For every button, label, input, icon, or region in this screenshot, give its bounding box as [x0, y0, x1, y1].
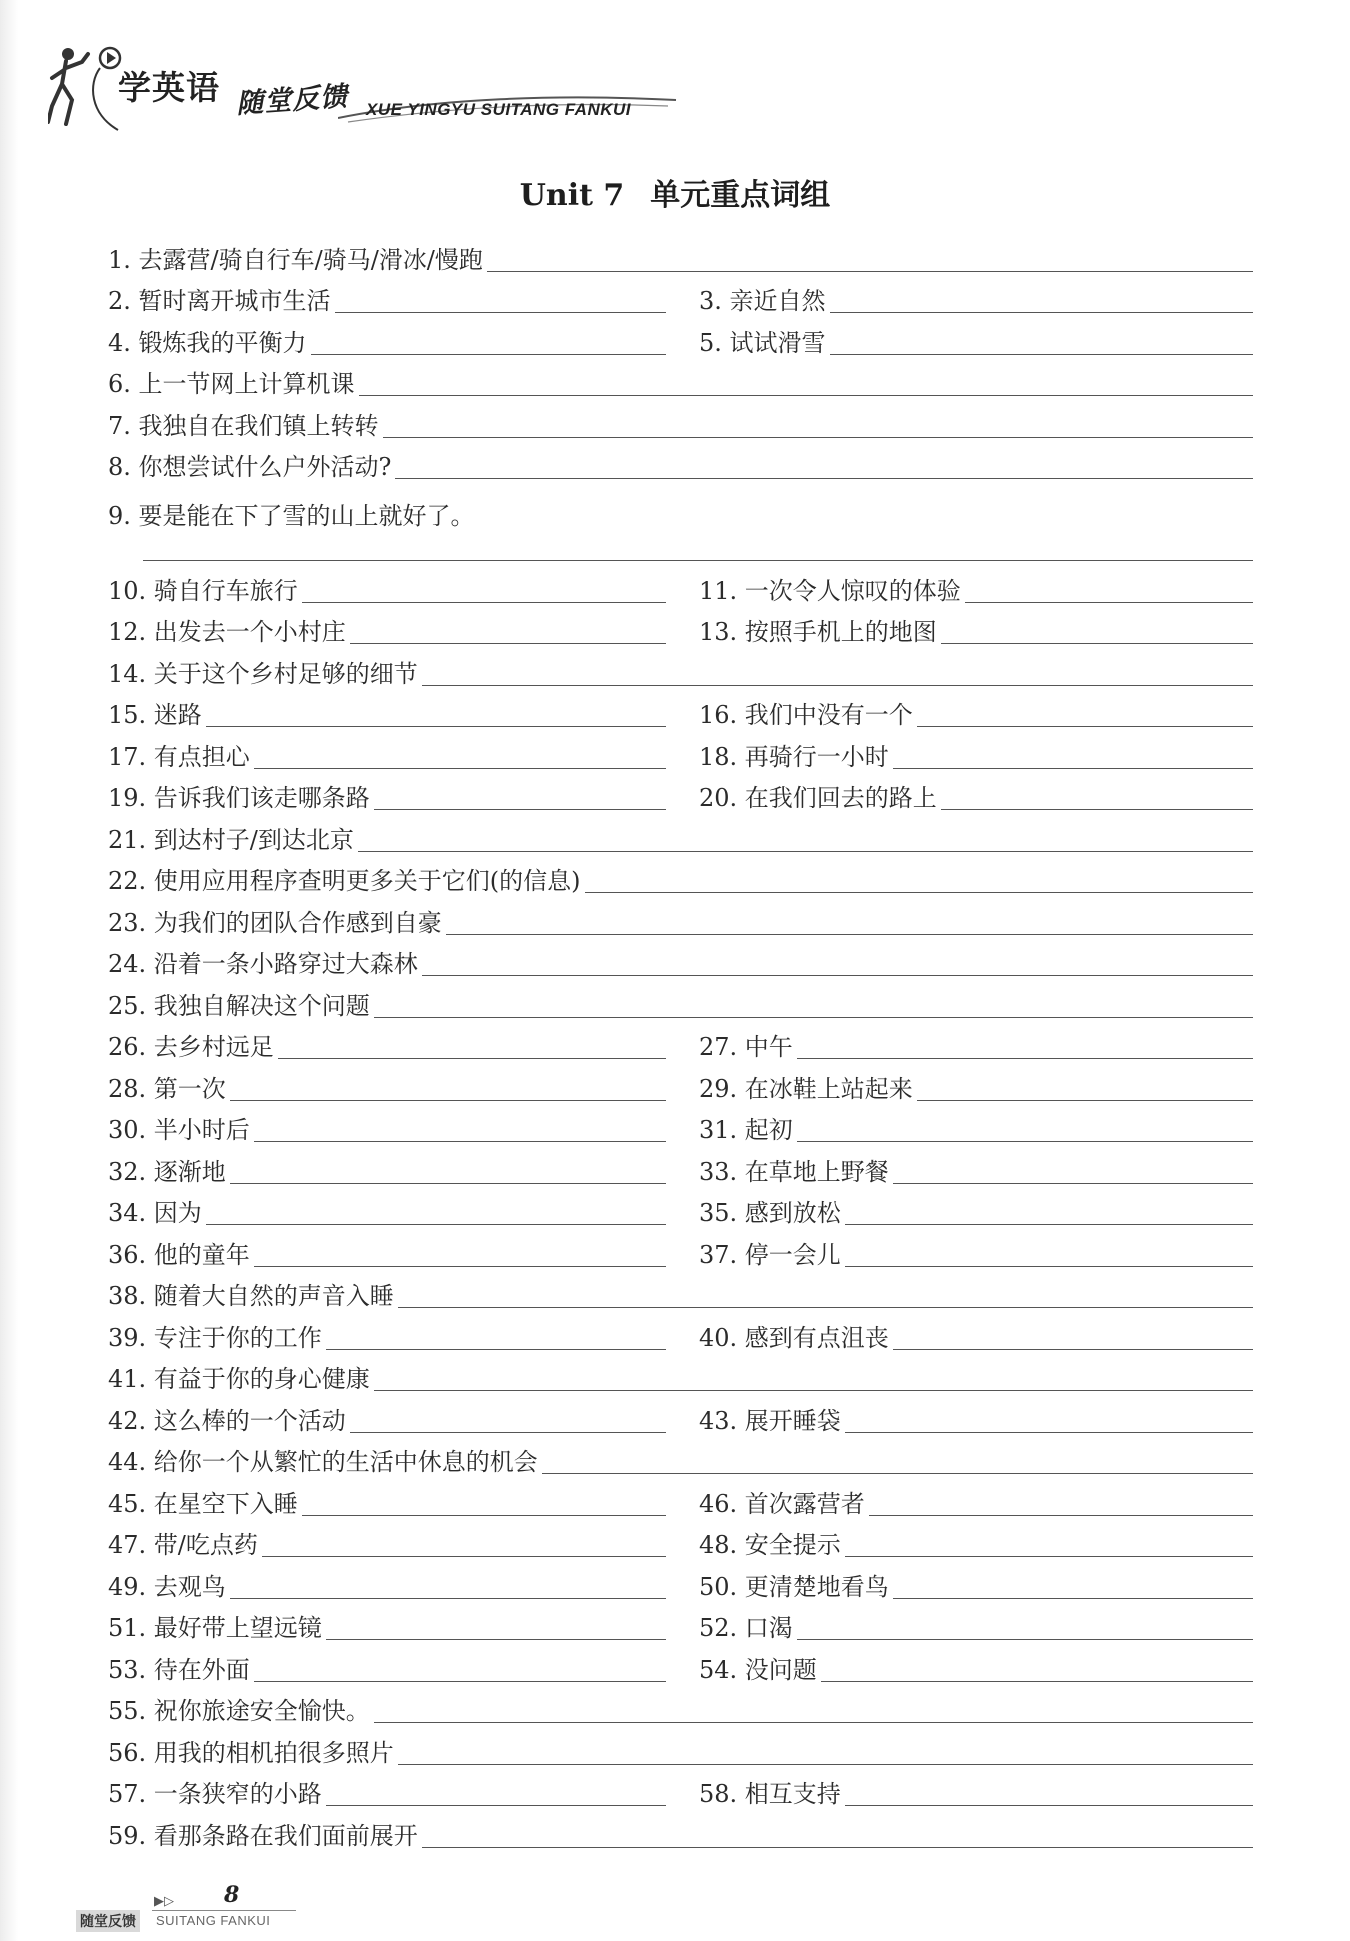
phrase-label: 30. 半小时后 — [108, 1116, 250, 1144]
phrase-item — [699, 328, 1253, 361]
phrase-row — [108, 1190, 1253, 1232]
phrase-item — [108, 1406, 666, 1439]
phrase-item — [108, 369, 1253, 402]
phrase-item — [108, 1157, 666, 1190]
brand-subtitle: 随堂反馈 — [235, 81, 350, 120]
answer-blank[interactable] — [797, 1638, 1253, 1640]
phrase-row — [108, 650, 1253, 692]
phrase-label: 42. 这么棒的一个活动 — [108, 1406, 346, 1435]
answer-blank[interactable] — [254, 767, 666, 769]
phrase-label: 27. 中午 — [699, 1033, 793, 1061]
phrase-item — [108, 1281, 1253, 1314]
phrase-item — [699, 1779, 1253, 1812]
phrase-item — [108, 742, 666, 775]
answer-blank[interactable] — [585, 891, 1253, 893]
answer-blank[interactable] — [374, 808, 666, 810]
phrase-row — [108, 816, 1253, 858]
phrase-label: 19. 告诉我们该走哪条路 — [108, 784, 370, 812]
runner-with-play-icon — [48, 44, 128, 136]
phrase-label: 50. 更清楚地看鸟 — [699, 1572, 889, 1601]
answer-blank[interactable] — [893, 1597, 1253, 1599]
phrase-item — [108, 1821, 1253, 1854]
phrase-label: 53. 待在外面 — [108, 1655, 250, 1684]
phrase-item — [108, 328, 666, 361]
answer-blank[interactable] — [302, 1514, 666, 1516]
phrase-item — [108, 825, 1253, 858]
phrase-item — [699, 1572, 1253, 1605]
phrase-row — [108, 1356, 1253, 1398]
brand-pinyin: XUE YINGYU SUITANG FANKUI — [366, 100, 632, 119]
phrase-item — [108, 617, 666, 650]
header — [48, 40, 668, 140]
phrase-label: 49. 去观鸟 — [108, 1572, 226, 1601]
phrase-item — [108, 949, 1253, 982]
phrase-label: 20. 在我们回去的路上 — [699, 784, 937, 812]
phrase-row — [108, 1646, 1253, 1688]
answer-blank[interactable] — [383, 436, 1253, 438]
phrase-label: 4. 锻炼我的平衡力 — [108, 328, 307, 357]
phrase-label: 31. 起初 — [699, 1116, 793, 1144]
phrase-row — [108, 278, 1253, 320]
phrase-item — [108, 1447, 1253, 1480]
phrase-item — [699, 1655, 1253, 1688]
phrase-label: 46. 首次露营者 — [699, 1489, 865, 1518]
phrase-row — [108, 1314, 1253, 1356]
phrase-row — [108, 609, 1253, 651]
phrase-label: 35. 感到放松 — [699, 1199, 841, 1227]
phrase-label: 12. 出发去一个小村庄 — [108, 618, 346, 646]
phrase-row — [108, 858, 1253, 900]
phrase-row — [108, 402, 1253, 444]
unit-label: Unit 7 — [519, 178, 625, 213]
phrase-label: 34. 因为 — [108, 1199, 202, 1227]
answer-blank[interactable] — [395, 477, 1253, 479]
answer-blank[interactable] — [845, 1223, 1253, 1225]
answer-blank[interactable] — [845, 1804, 1253, 1806]
phrase-label: 6. 上一节网上计算机课 — [108, 370, 355, 398]
phrase-label: 52. 口渴 — [699, 1614, 793, 1642]
answer-blank[interactable] — [965, 601, 1253, 603]
page-title — [0, 170, 1350, 214]
answer-blank[interactable] — [869, 1514, 1253, 1516]
phrase-label: 32. 逐渐地 — [108, 1157, 226, 1186]
answer-blank[interactable] — [254, 1680, 666, 1682]
phrase-row — [108, 361, 1253, 403]
phrase-row — [108, 1107, 1253, 1149]
phrase-item — [108, 1323, 666, 1356]
phrase-label: 54. 没问题 — [699, 1655, 817, 1684]
phrase-row — [108, 941, 1253, 983]
phrase-label: 43. 展开睡袋 — [699, 1406, 841, 1435]
phrase-item — [108, 1572, 666, 1605]
answer-blank[interactable] — [206, 1223, 666, 1225]
answer-blank[interactable] — [359, 394, 1253, 396]
phrase-label: 16. 我们中没有一个 — [699, 701, 913, 729]
answer-blank[interactable] — [845, 1265, 1253, 1267]
phrase-label: 28. 第一次 — [108, 1074, 226, 1103]
phrase-item — [699, 1323, 1253, 1356]
phrase-item — [699, 783, 1253, 816]
phrase-label: 14. 关于这个乡村足够的细节 — [108, 659, 418, 688]
double-triangle-icon: ▶▷ — [154, 1894, 174, 1909]
phrase-item — [108, 1738, 1253, 1771]
phrase-label: 22. 使用应用程序查明更多关于它们(的信息) — [108, 867, 581, 895]
answer-blank[interactable] — [326, 1348, 666, 1350]
phrase-row — [108, 1148, 1253, 1190]
answer-blank[interactable] — [422, 1846, 1253, 1848]
phrase-row — [108, 1397, 1253, 1439]
phrase-row — [108, 1273, 1253, 1315]
phrase-label: 24. 沿着一条小路穿过大森林 — [108, 950, 418, 978]
phrase-row — [108, 733, 1253, 775]
phrase-item — [699, 1489, 1253, 1522]
answer-blank[interactable] — [422, 684, 1253, 686]
phrase-row — [108, 775, 1253, 817]
phrase-label: 48. 安全提示 — [699, 1531, 841, 1559]
phrase-label: 17. 有点担心 — [108, 742, 250, 771]
phrase-label: 51. 最好带上望远镜 — [108, 1614, 322, 1642]
phrase-row — [108, 1729, 1253, 1771]
phrase-item — [108, 1696, 1253, 1729]
phrase-item — [108, 908, 1253, 941]
page-number: 8 — [224, 1882, 240, 1908]
phrase-label: 1. 去露营/骑自行车/骑马/滑冰/慢跑 — [108, 245, 483, 274]
phrase-item — [699, 576, 1253, 609]
answer-blank[interactable] — [893, 1348, 1253, 1350]
phrase-item — [699, 742, 1253, 775]
phrase-label: 39. 专注于你的工作 — [108, 1323, 322, 1352]
phrase-item — [108, 991, 1253, 1024]
phrase-row — [108, 1688, 1253, 1730]
phrase-label: 55. 祝你旅途安全愉快。 — [108, 1697, 370, 1725]
phrase-item — [108, 1530, 666, 1563]
answer-blank[interactable] — [398, 1306, 1253, 1308]
phrase-item — [108, 501, 1253, 567]
answer-blank[interactable] — [302, 601, 666, 603]
answer-blank[interactable] — [358, 850, 1253, 852]
answer-blank[interactable] — [350, 1431, 666, 1433]
phrase-label: 3. 亲近自然 — [699, 287, 826, 315]
answer-blank[interactable] — [206, 725, 666, 727]
phrase-item — [108, 1032, 666, 1065]
phrase-label: 11. 一次令人惊叹的体验 — [699, 576, 961, 605]
phrase-label: 7. 我独自在我们镇上转转 — [108, 411, 379, 440]
answer-blank[interactable] — [941, 808, 1253, 810]
phrase-item — [699, 617, 1253, 650]
answer-blank[interactable] — [542, 1472, 1253, 1474]
phrase-item — [699, 1115, 1253, 1148]
phrase-label: 5. 试试滑雪 — [699, 328, 826, 357]
answer-blank[interactable] — [398, 1763, 1253, 1765]
phrase-row — [108, 444, 1253, 486]
footer-badge: 随堂反馈 — [76, 1910, 140, 1932]
answer-blank[interactable] — [422, 974, 1253, 976]
answer-blank[interactable] — [487, 270, 1253, 272]
phrase-row — [108, 899, 1253, 941]
answer-blank[interactable] — [830, 311, 1253, 313]
phrase-label: 2. 暂时离开城市生活 — [108, 287, 331, 315]
phrase-item — [108, 576, 666, 609]
phrase-row — [108, 1480, 1253, 1522]
phrase-item — [108, 1655, 666, 1688]
answer-blank[interactable] — [374, 1016, 1253, 1018]
phrase-item — [108, 659, 1253, 692]
answer-blank[interactable] — [374, 1721, 1253, 1723]
phrase-label: 26. 去乡村远足 — [108, 1033, 274, 1061]
phrase-row — [108, 1812, 1253, 1854]
phrase-item — [108, 1240, 666, 1273]
phrase-item — [108, 1364, 1253, 1397]
answer-blank[interactable] — [230, 1099, 666, 1101]
phrase-item — [108, 245, 1253, 278]
answer-blank[interactable] — [143, 560, 1253, 561]
phrase-item — [108, 1074, 666, 1107]
phrase-item — [699, 286, 1253, 319]
phrase-item — [108, 866, 1253, 899]
phrase-item — [699, 1240, 1253, 1273]
answer-blank[interactable] — [254, 1140, 666, 1142]
phrase-item — [699, 700, 1253, 733]
phrase-list — [108, 236, 1253, 1854]
phrase-label: 8. 你想尝试什么户外活动? — [108, 453, 392, 481]
answer-blank[interactable] — [374, 1389, 1253, 1391]
phrase-item — [108, 411, 1253, 444]
answer-blank[interactable] — [278, 1057, 666, 1059]
phrase-item — [699, 1530, 1253, 1563]
phrase-row — [108, 1065, 1253, 1107]
footer-badge-pinyin: SUITANG FANKUI — [156, 1913, 271, 1928]
answer-blank[interactable] — [446, 933, 1253, 935]
footer — [76, 1880, 296, 1930]
phrase-item — [699, 1074, 1253, 1107]
answer-blank[interactable] — [797, 1057, 1253, 1059]
answer-blank[interactable] — [821, 1680, 1253, 1682]
phrase-item — [699, 1406, 1253, 1439]
phrase-label: 56. 用我的相机拍很多照片 — [108, 1738, 394, 1767]
phrase-item — [108, 1613, 666, 1646]
phrase-row — [108, 236, 1253, 278]
phrase-row — [108, 1439, 1253, 1481]
answer-blank[interactable] — [254, 1265, 666, 1267]
phrase-label: 40. 感到有点沮丧 — [699, 1323, 889, 1352]
phrase-label: 41. 有益于你的身心健康 — [108, 1365, 370, 1393]
phrase-item — [108, 286, 666, 319]
answer-blank[interactable] — [830, 353, 1253, 355]
answer-blank[interactable] — [797, 1140, 1253, 1142]
phrase-item — [108, 1198, 666, 1231]
answer-blank[interactable] — [326, 1638, 666, 1640]
phrase-label: 29. 在冰鞋上站起来 — [699, 1074, 913, 1103]
unit-name: 单元重点词组 — [650, 178, 831, 213]
phrase-label: 21. 到达村子/到达北京 — [108, 825, 354, 854]
answer-blank[interactable] — [941, 642, 1253, 644]
answer-blank[interactable] — [230, 1597, 666, 1599]
answer-blank[interactable] — [845, 1431, 1253, 1433]
phrase-item — [699, 1198, 1253, 1231]
brand-title: 学英语 — [118, 68, 220, 107]
phrase-row — [108, 1563, 1253, 1605]
answer-blank[interactable] — [335, 311, 666, 313]
phrase-label: 37. 停一会儿 — [699, 1240, 841, 1269]
phrase-row — [108, 1605, 1253, 1647]
phrase-row — [108, 1771, 1253, 1813]
footer-rule — [152, 1910, 296, 1911]
phrase-label: 45. 在星空下入睡 — [108, 1489, 298, 1518]
phrase-row — [108, 692, 1253, 734]
phrase-label: 44. 给你一个从繁忙的生活中休息的机会 — [108, 1448, 538, 1476]
phrase-label: 57. 一条狭窄的小路 — [108, 1780, 322, 1808]
phrase-label: 33. 在草地上野餐 — [699, 1157, 889, 1186]
phrase-row — [108, 1522, 1253, 1564]
phrase-item — [108, 1489, 666, 1522]
phrase-item — [108, 783, 666, 816]
phrase-item — [699, 1032, 1253, 1065]
answer-blank[interactable] — [893, 767, 1253, 769]
phrase-label: 47. 带/吃点药 — [108, 1531, 258, 1559]
answer-blank[interactable] — [326, 1804, 666, 1806]
phrase-item — [108, 700, 666, 733]
phrase-label: 15. 迷路 — [108, 701, 202, 729]
answer-blank[interactable] — [917, 1099, 1253, 1101]
phrase-row — [108, 485, 1253, 567]
phrase-item — [108, 1779, 666, 1812]
phrase-label: 13. 按照手机上的地图 — [699, 618, 937, 646]
phrase-row — [108, 982, 1253, 1024]
answer-blank[interactable] — [311, 353, 666, 355]
phrase-item — [108, 1115, 666, 1148]
answer-blank[interactable] — [893, 1182, 1253, 1184]
page-edge-shadow — [0, 0, 18, 1941]
answer-blank[interactable] — [262, 1555, 666, 1557]
phrase-label: 38. 随着大自然的声音入睡 — [108, 1282, 394, 1310]
phrase-label: 58. 相互支持 — [699, 1780, 841, 1808]
phrase-item — [699, 1613, 1253, 1646]
phrase-label: 9. 要是能在下了雪的山上就好了。 — [108, 502, 475, 530]
answer-blank[interactable] — [230, 1182, 666, 1184]
phrase-row — [108, 567, 1253, 609]
phrase-item — [699, 1157, 1253, 1190]
phrase-label: 10. 骑自行车旅行 — [108, 576, 298, 605]
phrase-label: 23. 为我们的团队合作感到自豪 — [108, 908, 442, 937]
phrase-label: 25. 我独自解决这个问题 — [108, 991, 370, 1020]
answer-blank[interactable] — [917, 725, 1253, 727]
phrase-label: 36. 他的童年 — [108, 1240, 250, 1269]
phrase-row — [108, 319, 1253, 361]
answer-blank[interactable] — [350, 642, 666, 644]
phrase-item — [108, 452, 1253, 485]
phrase-label: 18. 再骑行一小时 — [699, 742, 889, 771]
answer-blank[interactable] — [845, 1555, 1253, 1557]
phrase-row — [108, 1024, 1253, 1066]
phrase-row — [108, 1231, 1253, 1273]
phrase-label: 59. 看那条路在我们面前展开 — [108, 1821, 418, 1850]
